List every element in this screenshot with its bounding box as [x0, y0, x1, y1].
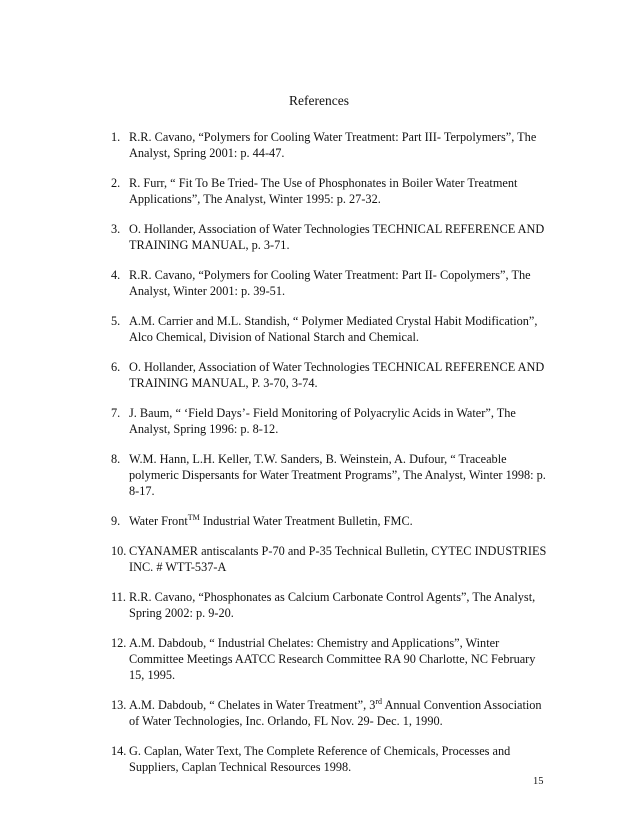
reference-text: R.R. Cavano, “Phosphonates as Calcium Carbonate Control Agents”, The Analyst, Spring 2002: p. 9-20.: [129, 590, 536, 620]
reference-number: 3.: [111, 222, 121, 236]
reference-item-11: [111, 589, 551, 621]
reference-text: R. Furr, “ Fit To Be Tried- The Use of Phosphonates in Boiler Water Treatment Applications”, The Analyst, Winter 1995: p. 27-32.: [129, 176, 518, 206]
superscript: rd: [375, 696, 383, 706]
reference-number: 11.: [111, 590, 126, 604]
reference-text: O. Hollander, Association of Water Technologies TECHNICAL REFERENCE AND TRAINING MANUAL, P. 3-70, 3-74.: [129, 360, 545, 390]
reference-number: 7.: [111, 406, 121, 420]
reference-item-8: [111, 451, 551, 499]
reference-item-9: [111, 513, 551, 529]
page-title: References: [289, 93, 349, 108]
reference-text: W.M. Hann, L.H. Keller, T.W. Sanders, B. Weinstein, A. Dufour, “ Traceable polymeric Dispersants for Water Treatment Programs”, The Analyst, Winter 1998: p. 8-17.: [129, 452, 546, 498]
reference-number: 2.: [111, 176, 121, 190]
superscript: TM: [187, 512, 200, 522]
reference-text: A.M. Carrier and M.L. Standish, “ Polymer Mediated Crystal Habit Modification”, Alco Chemical, Division of National Starch and Chemical.: [129, 314, 538, 344]
reference-list: [111, 129, 551, 789]
reference-item-13: [111, 697, 551, 729]
reference-item-10: [111, 543, 551, 575]
reference-item-14: [111, 743, 551, 775]
reference-text: R.R. Cavano, “Polymers for Cooling Water Treatment: Part II- Copolymers”, The Analyst, Winter 2001: p. 39-51.: [129, 268, 531, 298]
reference-number: 10.: [111, 544, 127, 558]
reference-text: A.M. Dabdoub, “ Industrial Chelates: Chemistry and Applications”, Winter Committee Meetings AATCC Research Committee RA 90 Charlotte, NC February 15, 1995.: [129, 636, 536, 682]
reference-number: 4.: [111, 268, 121, 282]
reference-item-5: [111, 313, 551, 345]
reference-text-post: Industrial Water Treatment Bulletin, FMC.: [199, 514, 413, 528]
reference-number: 5.: [111, 314, 121, 328]
reference-text: O. Hollander, Association of Water Technologies TECHNICAL REFERENCE AND TRAINING MANUAL, p. 3-71.: [129, 222, 545, 252]
reference-text: G. Caplan, Water Text, The Complete Reference of Chemicals, Processes and Suppliers, Caplan Technical Resources 1998.: [129, 744, 511, 774]
reference-number: 1.: [111, 130, 121, 144]
reference-number: 8.: [111, 452, 121, 466]
reference-item-12: [111, 635, 551, 683]
reference-item-6: [111, 359, 551, 391]
reference-number: 13.: [111, 698, 127, 712]
reference-text: CYANAMER antiscalants P-70 and P-35 Technical Bulletin, CYTEC INDUSTRIES INC. # WTT-537-A: [129, 544, 547, 574]
reference-item-1: [111, 129, 551, 161]
reference-item-3: [111, 221, 551, 253]
reference-number: 9.: [111, 514, 121, 528]
reference-text-pre: A.M. Dabdoub, “ Chelates in Water Treatment”, 3: [129, 698, 376, 712]
reference-text-post: Annual Convention Association of Water Technologies, Inc. Orlando, FL Nov. 29- Dec. 1, 1990.: [129, 698, 542, 728]
reference-number: 12.: [111, 636, 127, 650]
page-number: 15: [533, 776, 544, 787]
reference-number: 6.: [111, 360, 121, 374]
reference-item-4: [111, 267, 551, 299]
reference-item-7: [111, 405, 551, 437]
reference-item-2: [111, 175, 551, 207]
reference-text: R.R. Cavano, “Polymers for Cooling Water Treatment: Part III- Terpolymers”, The Analyst, Spring 2001: p. 44-47.: [129, 130, 537, 160]
reference-number: 14.: [111, 744, 127, 758]
reference-text-pre: Water Front: [129, 514, 188, 528]
reference-text: J. Baum, “ ‘Field Days’- Field Monitoring of Polyacrylic Acids in Water”, The Analyst, Spring 1996: p. 8-12.: [129, 406, 516, 436]
